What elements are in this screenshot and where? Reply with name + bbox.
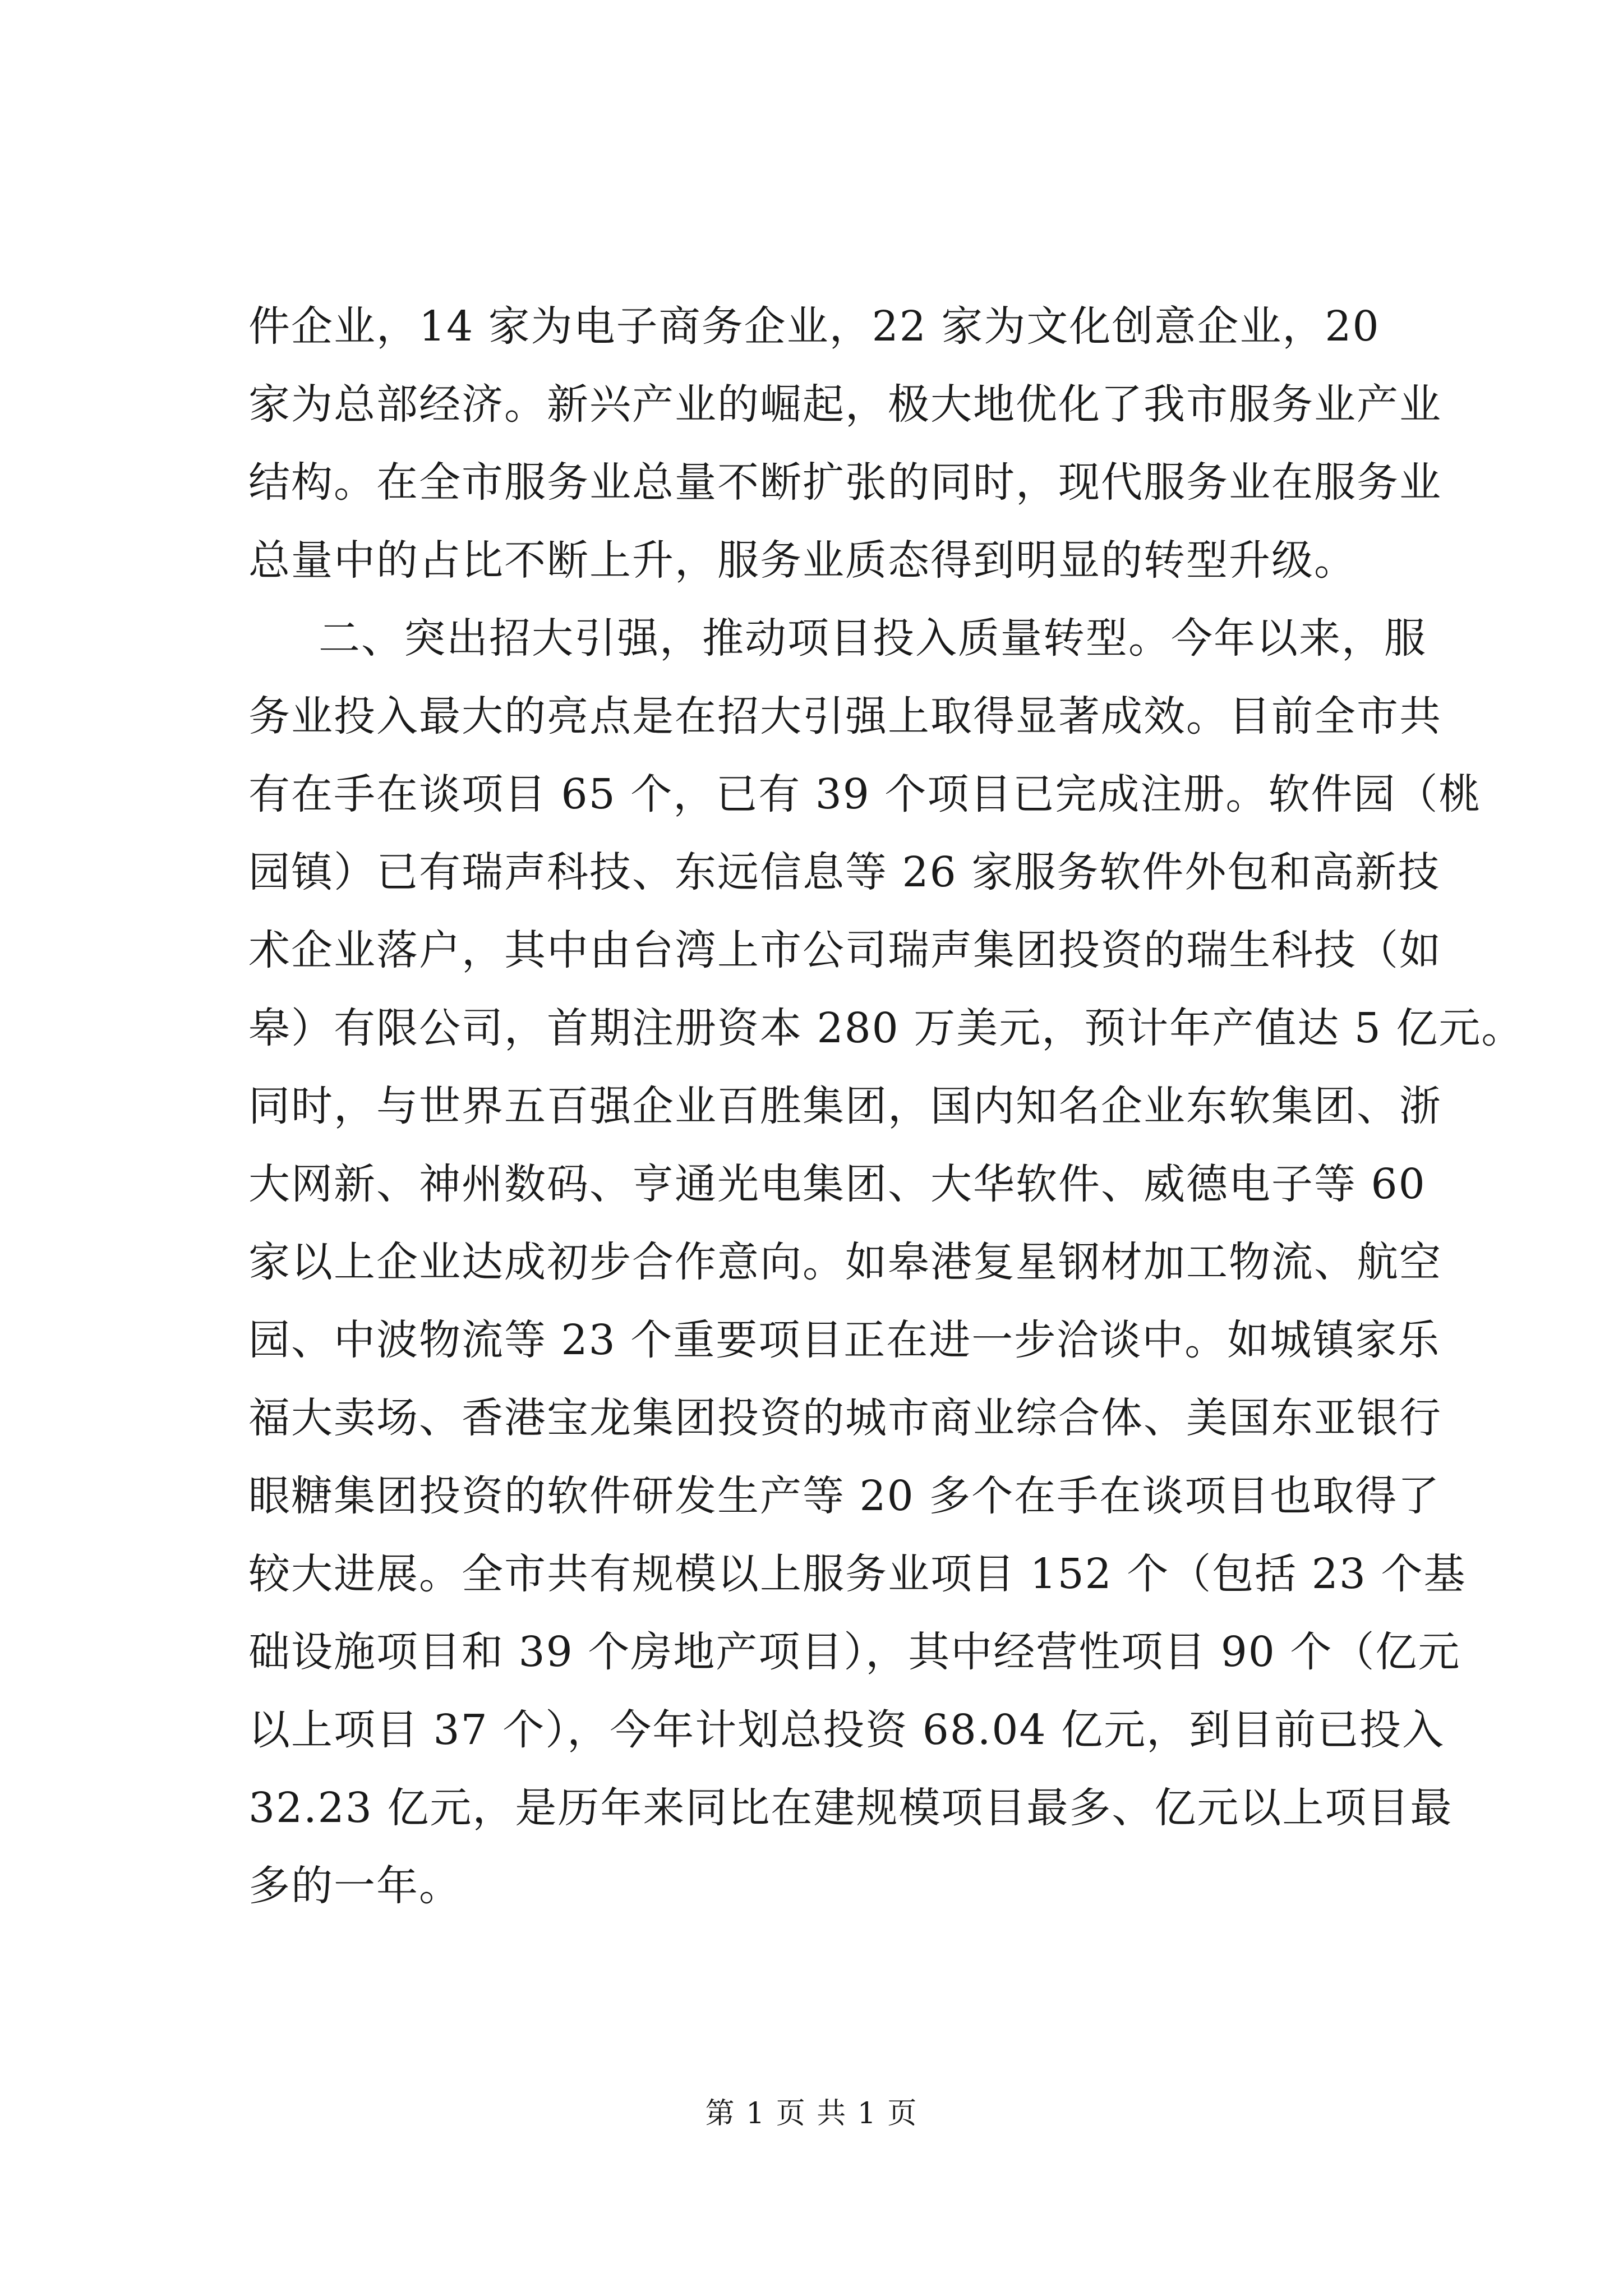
text-line: 较大进展。全市共有规模以上服务业项目 152 个（包括 23 个基 (248, 1550, 1467, 1598)
paragraph-first-line: 二、突出招大引强，推动项目投入质量转型。今年以来，服 (319, 614, 1427, 662)
text-line: 以上项目 37 个），今年计划总投资 68.04 亿元，到目前已投入 (248, 1706, 1445, 1754)
text-line: 园、中波物流等 23 个重要项目正在进一步洽谈中。如城镇家乐 (248, 1316, 1441, 1364)
text-line: 32.23 亿元，是历年来同比在建规模项目最多、亿元以上项目最 (248, 1784, 1453, 1832)
text-line: 大网新、神州数码、亨通光电集团、大华软件、威德电子等 60 (248, 1160, 1426, 1208)
text-line: 家以上企业达成初步合作意向。如皋港复星钢材加工物流、航空 (248, 1238, 1442, 1286)
text-line: 皋）有限公司，首期注册资本 280 万美元，预计年产值达 5 亿元。 (248, 1004, 1524, 1052)
text-line: 有在手在谈项目 65 个，已有 39 个项目已完成注册。软件园（桃 (248, 770, 1482, 818)
text-line: 同时，与世界五百强企业百胜集团，国内知名企业东软集团、浙 (248, 1082, 1442, 1130)
text-line: 务业投入最大的亮点是在招大引强上取得显著成效。目前全市共 (248, 692, 1442, 740)
text-line: 福大卖场、香港宝龙集团投资的城市商业综合体、美国东亚银行 (248, 1394, 1442, 1442)
text-line: 多的一年。 (248, 1862, 462, 1910)
text-line: 件企业，14 家为电子商务企业，22 家为文化创意企业，20 (248, 302, 1380, 351)
text-line: 术企业落户，其中由台湾上市公司瑞声集团投资的瑞生科技（如 (248, 926, 1442, 974)
text-line: 园镇）已有瑞声科技、东远信息等 26 家服务软件外包和高新技 (248, 848, 1441, 896)
text-line: 结构。在全市服务业总量不断扩张的同时，现代服务业在服务业 (248, 458, 1442, 507)
text-line: 础设施项目和 39 个房地产项目），其中经营性项目 90 个（亿元 (248, 1628, 1461, 1676)
text-line: 总量中的占比不断上升，服务业质态得到明显的转型升级。 (248, 536, 1357, 585)
page-number-footer: 第 1 页 共 1 页 (705, 2097, 918, 2131)
text-line: 家为总部经济。新兴产业的崛起，极大地优化了我市服务业产业 (248, 380, 1442, 429)
text-line: 眼糖集团投资的软件研发生产等 20 多个在手在谈项目也取得了 (248, 1472, 1441, 1520)
